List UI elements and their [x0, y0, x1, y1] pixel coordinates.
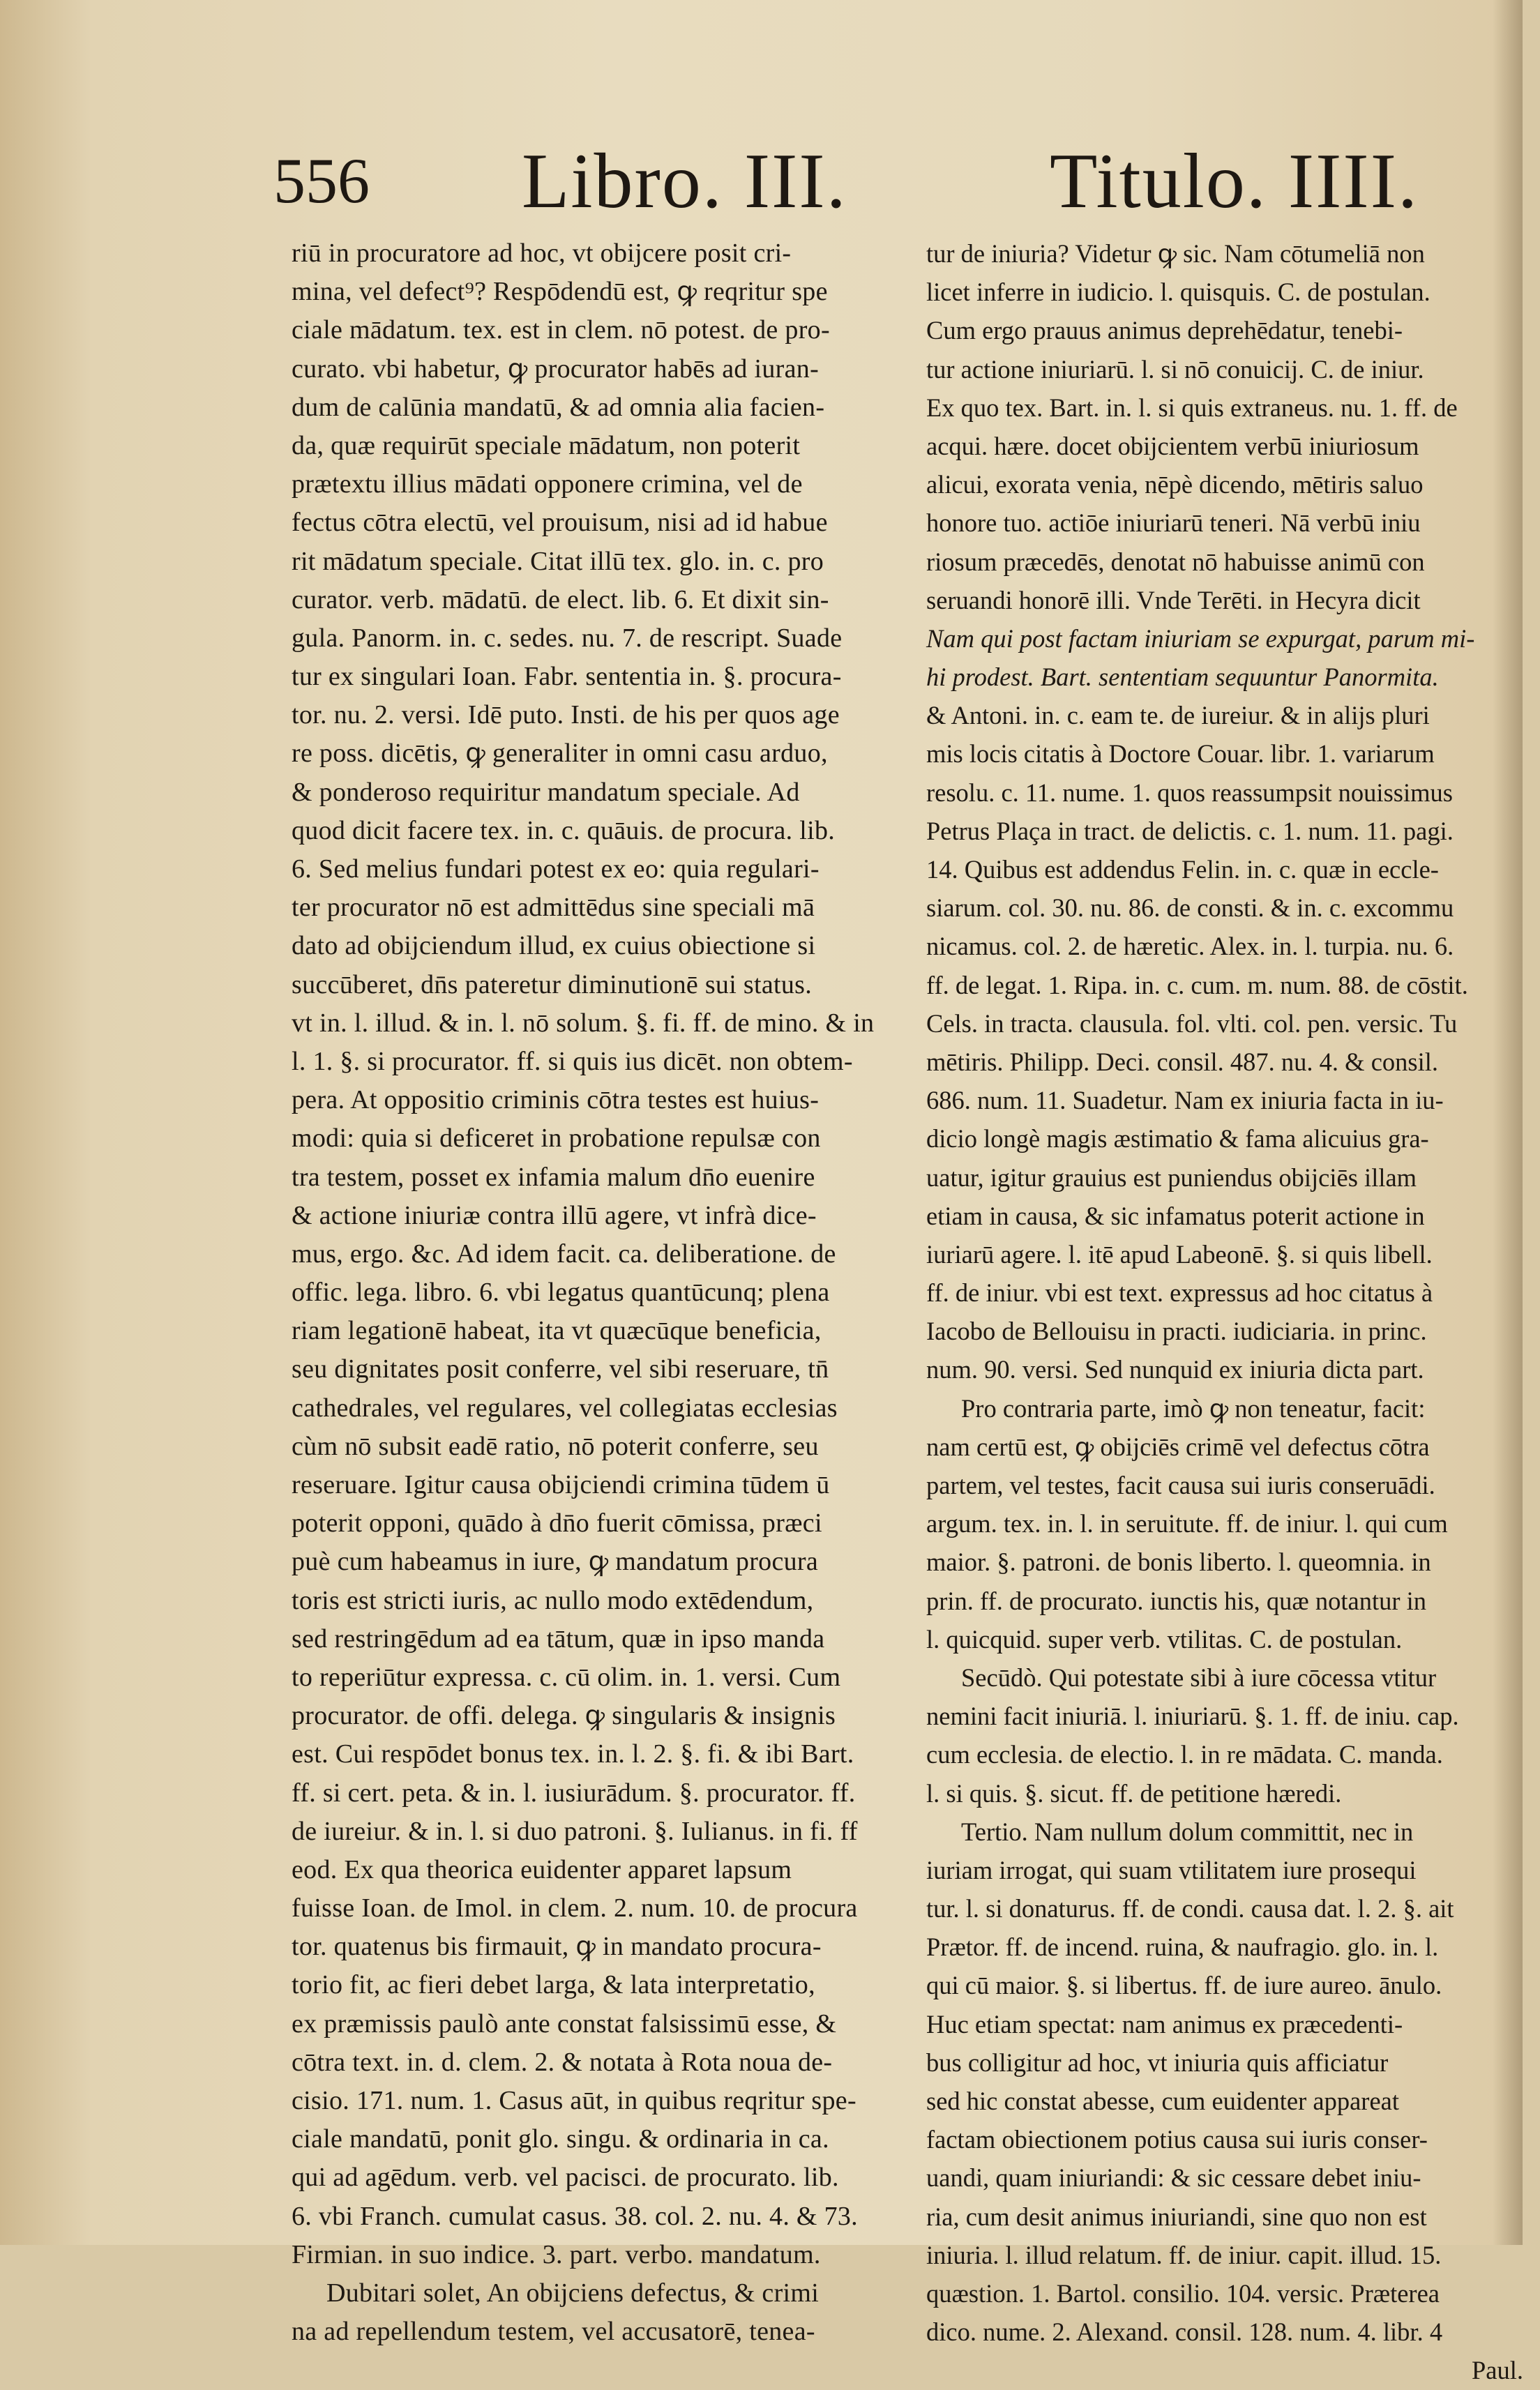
text-line: uandi, quam iniuriandi: & sic cessare debet iniu- — [926, 2163, 1421, 2193]
text-line: curato. vbi habetur, ꝙ procurator habēs ad iuran- — [292, 354, 820, 384]
text-line: Firmian. in suo indice. 3. part. verbo. mandatum. — [292, 2239, 821, 2269]
text-line: quod dicit facere tex. in. c. quāuis. de procura. lib. — [292, 815, 836, 845]
text-line: prin. ff. de procurato. iunctis his, quæ notantur in — [926, 1586, 1427, 1615]
text-line: modi: quia si deficeret in probatione repulsæ con — [292, 1124, 821, 1154]
text-line: Cels. in tracta. clausula. fol. vlti. col. pen. versic. Tu — [926, 1008, 1458, 1038]
text-line: l. quicquid. super verb. vtilitas. C. de postulan. — [926, 1624, 1403, 1654]
text-line: Secūdò. Qui potestate sibi à iure cōcessa vtitur — [961, 1663, 1437, 1692]
text-line: toris est stricti iuris, ac nullo modo extēdendum, — [292, 1585, 814, 1615]
text-line: prætextu illius mādati opponere crimina, vel de — [292, 469, 803, 499]
text-line: iuriam irrogat, qui suam vtilitatem iure prosequi — [926, 1855, 1417, 1884]
text-line: mētiris. Philipp. Deci. consil. 487. nu. 4. & consil. — [926, 1047, 1439, 1076]
text-line: tur actione iniuriarū. l. si nō conuicij. C. de iniur. — [926, 354, 1424, 384]
text-line: tur de iniuria? Videtur ꝙ sic. Nam cōtumeliā non — [926, 239, 1425, 268]
text-line: quæstion. 1. Bartol. consilio. 104. versic. Præterea — [926, 2278, 1440, 2308]
text-line: 6. vbi Franch. cumulat casus. 38. col. 2. nu. 4. & 73. — [292, 2201, 858, 2231]
text-line: seu dignitates posit conferre, vel sibi reseruare, tn̄ — [292, 1354, 829, 1384]
text-line: de iureiur. & in. l. si duo patroni. §. Iulianus. in fi. ff — [292, 1816, 858, 1846]
text-line: Dubitari solet, An obijciens defectus, & crimi — [326, 2278, 820, 2308]
text-line: dicio longè magis æstimatio & fama alicuius gra- — [926, 1124, 1429, 1154]
text-line: eod. Ex qua theorica euidenter apparet lapsum — [292, 1854, 792, 1884]
text-line: cisio. 171. num. 1. Casus aūt, in quibus reqritur spe- — [292, 2086, 856, 2115]
text-line: Ex quo tex. Bart. in. l. si quis extraneus. nu. 1. ff. de — [926, 393, 1458, 422]
text-line: partem, vel testes, facit causa sui iuris conseruādi. — [926, 1471, 1435, 1499]
text-line: l. si quis. §. sicut. ff. de petitione hæredi. — [926, 1778, 1342, 1808]
text-line: num. 90. versi. Sed nunquid ex iniuria dicta part. — [926, 1355, 1424, 1384]
text-line: dico. nume. 2. Alexand. consil. 128. num. 4. libr. 4 — [926, 2317, 1443, 2347]
text-line: rit mādatum speciale. Citat illū tex. glo. in. c. pro — [292, 546, 824, 576]
text-line: Cum ergo prauus animus deprehēdatur, tenebi- — [926, 316, 1403, 345]
text-line: 6. Sed melius fundari potest ex eo: quia regulari- — [292, 854, 820, 884]
text-line: ciale mādatum. tex. est in clem. nō potest. de pro- — [292, 315, 830, 345]
text-line: siarum. col. 30. nu. 86. de consti. & in. c. excommu — [926, 893, 1454, 923]
text-line: ria, cum desit animus iniuriandi, sine quo non est — [926, 2202, 1427, 2231]
text-line: curator. verb. mādatū. de elect. lib. 6. Et dixit sin- — [292, 584, 829, 614]
text-line: & Antoni. in. c. eam te. de iureiur. & in alijs pluri — [926, 701, 1430, 730]
text-line: seruandi honorē illi. Vnde Terēti. in Hecyra dicit — [926, 585, 1421, 614]
text-line: procurator. de offi. delega. ꝙ singularis & insignis — [292, 1701, 836, 1731]
text-line: Petrus Plaça in tract. de delictis. c. 1. num. 11. pagi. — [926, 816, 1454, 845]
text-line: riam legationē habeat, ita vt quæcūque beneficia, — [292, 1316, 822, 1346]
running-title-chapter: Titulo. IIII. — [1050, 138, 1419, 225]
text-line: licet inferre in iudicio. l. quisquis. C. de postulan. — [926, 278, 1430, 307]
text-line: dum de calūnia mandatū, & ad omnia alia facien- — [292, 392, 825, 422]
text-line: sed restringēdum ad ea tātum, quæ in ipso manda — [292, 1624, 825, 1654]
text-line: est. Cui respōdet bonus tex. in. l. 2. §. fi. & ibi Bart. — [292, 1739, 854, 1769]
text-line: da, quæ requirūt speciale mādatum, non poterit — [292, 430, 801, 460]
text-line: etiam in causa, & sic infamatus poterit actione in — [926, 1201, 1425, 1230]
text-line: Nam qui post factam iniuriam se expurgat, parum mi- — [926, 623, 1475, 653]
text-line: ff. si cert. peta. & in. l. iusiurādum. §. procurator. ff. — [292, 1778, 856, 1808]
text-line: & ponderoso requiritur mandatum speciale. Ad — [292, 777, 800, 807]
text-line: mina, vel defect⁹? Respōdendū est, ꝙ reqritur spe — [292, 277, 828, 307]
text-line: sed hic constat abesse, cum euidenter appareat — [926, 2087, 1399, 2115]
text-line: cùm nō subsit eadē ratio, nō poterit conferre, seu — [292, 1431, 819, 1461]
text-line: cōtra text. in. d. clem. 2. & notata à Rota noua de- — [292, 2047, 833, 2077]
text-line: re poss. dicētis, ꝙ generaliter in omni casu arduo, — [292, 739, 828, 769]
text-line: puè cum habeamus in iure, ꝙ mandatum procura — [292, 1547, 819, 1577]
text-line: vt in. l. illud. & in. l. nō solum. §. fi. ff. de mino. & in — [292, 1008, 875, 1038]
text-line: iniuria. l. illud relatum. ff. de iniur. capit. illud. 15. — [926, 2240, 1442, 2269]
text-line: ff. de iniur. vbi est text. expressus ad hoc citatus à — [926, 1278, 1433, 1308]
text-line: fectus cōtra electū, vel prouisum, nisi ad id habue — [292, 508, 828, 538]
text-line: cathedrales, vel regulares, vel collegiatas ecclesias — [292, 1393, 838, 1423]
text-line: nam certū est, ꝙ obijciēs crimē vel defectus cōtra — [926, 1432, 1430, 1461]
page-gutter-shadow — [1493, 0, 1523, 2245]
text-line: nicamus. col. 2. de hæretic. Alex. in. l. turpia. nu. 6. — [926, 932, 1454, 961]
page-header — [0, 137, 1523, 241]
text-line: qui ad agēdum. verb. vel pacisci. de procurato. lib. — [292, 2163, 839, 2193]
catchword: Paul. — [1471, 2356, 1523, 2385]
text-line: qui cū maior. §. si libertus. ff. de iure aureo. ānulo. — [926, 1971, 1442, 2000]
text-line: pera. At oppositio criminis cōtra testes est huius- — [292, 1085, 820, 1115]
text-line: succūberet, dn̄s pateretur diminutionē sui status. — [292, 969, 813, 999]
text-line: offic. lega. libro. 6. vbi legatus quantūcunq; plena — [292, 1278, 830, 1308]
text-line: factam obiectionem potius causa sui iuris conser- — [926, 2125, 1428, 2154]
text-line: dato ad obijciendum illud, ex cuius obiectione si — [292, 931, 816, 961]
text-line: maior. §. patroni. de bonis liberto. l. queomnia. in — [926, 1548, 1431, 1577]
text-line: gula. Panorm. in. c. sedes. nu. 7. de rescript. Suade — [292, 623, 843, 653]
text-line: iuriarū agere. l. itē apud Labeonē. §. si quis libell. — [926, 1239, 1433, 1269]
text-line: ter procurator nō est admittēdus sine speciali mā — [292, 893, 815, 923]
text-line: Prætor. ff. de incend. ruina, & naufragio. glo. in. l. — [926, 1933, 1439, 1962]
text-line: fuisse Ioan. de Imol. in clem. 2. num. 10. de procura — [292, 1893, 858, 1923]
text-line: Iacobo de Bellouisu in practi. iudiciaria. in princ. — [926, 1317, 1427, 1346]
text-line: tor. quatenus bis firmauit, ꝙ in mandato procura- — [292, 1932, 822, 1962]
text-line: argum. tex. in. l. in seruitute. ff. de iniur. l. qui cum — [926, 1509, 1448, 1538]
right-text-column — [926, 234, 1540, 2390]
running-title-book: Libro. III. — [522, 138, 847, 225]
text-line: poterit opponi, quādo à dn̄o fuerit cōmissa, præci — [292, 1508, 822, 1538]
text-line: cum ecclesia. de electio. l. in re mādata. C. manda. — [926, 1740, 1443, 1769]
text-line: mus, ergo. &c. Ad idem facit. ca. deliberatione. de — [292, 1239, 836, 1269]
text-line: hi prodest. Bart. sententiam sequuntur Panormita. — [926, 663, 1439, 692]
text-line: mis locis citatis à Doctore Couar. libr. 1. variarum — [926, 739, 1435, 769]
text-line: honore tuo. actiōe iniuriarū teneri. Nā verbū iniu — [926, 508, 1421, 538]
text-line: acqui. hære. docet obijcientem verbū iniuriosum — [926, 431, 1419, 460]
text-line: ex præmissis paulò ante constat falsissimū esse, & — [292, 2009, 837, 2039]
text-line: reseruare. Igitur causa obijciendi crimina tūdem ū — [292, 1470, 830, 1499]
text-line: 686. num. 11. Suadetur. Nam ex iniuria facta in iu- — [926, 1086, 1444, 1115]
text-line: ff. de legat. 1. Ripa. in. c. cum. m. num. 88. de cōstit. — [926, 970, 1468, 999]
text-line: l. 1. §. si procurator. ff. si quis ius dicēt. non obtem- — [292, 1046, 853, 1076]
text-line: na ad repellendum testem, vel accusatorē, tenea- — [292, 2317, 815, 2347]
text-line: tra testem, posset ex infamia malum dn̄o euenire — [292, 1162, 815, 1192]
text-line: Pro contraria parte, imò ꝙ non teneatur, facit: — [961, 1393, 1426, 1423]
text-line: tor. nu. 2. versi. Idē puto. Insti. de his per quos age — [292, 700, 840, 730]
text-line: resolu. c. 11. nume. 1. quos reassumpsit nouissimus — [926, 778, 1453, 807]
text-line: 14. Quibus est addendus Felin. in. c. quæ in eccle- — [926, 855, 1439, 884]
left-text-column — [292, 234, 898, 2351]
text-line: riosum præcedēs, denotat nō habuisse animū con — [926, 547, 1425, 576]
text-line: alicui, exorata venia, nēpè dicendo, mētiris saluo — [926, 470, 1424, 499]
text-line: Huc etiam spectat: nam animus ex præcedenti- — [926, 2009, 1403, 2039]
text-line: tur ex singulari Ioan. Fabr. sententia in. §. procura- — [292, 662, 842, 692]
page-number: 556 — [273, 145, 370, 216]
text-line: uatur, igitur grauius est puniendus obijciēs illam — [926, 1163, 1417, 1192]
text-line: & actione iniuriæ contra illū agere, vt infrà dice- — [292, 1200, 817, 1230]
text-line: tur. l. si donaturus. ff. de condi. causa dat. l. 2. §. ait — [926, 1894, 1454, 1923]
text-line: ciale mandatū, ponit glo. singu. & ordinaria in ca. — [292, 2124, 829, 2154]
text-line: bus colligitur ad hoc, vt iniuria quis afficiatur — [926, 2048, 1389, 2077]
text-line: Tertio. Nam nullum dolum committit, nec in — [961, 1817, 1414, 1846]
text-line: torio fit, ac fieri debet larga, & lata interpretatio, — [292, 1970, 815, 2000]
text-line: to reperiūtur expressa. c. cū olim. in. 1. versi. Cum — [292, 1662, 841, 1692]
text-line: nemini facit iniuriā. l. iniuriarū. §. 1. ff. de iniu. cap. — [926, 1702, 1459, 1731]
text-line: riū in procuratore ad hoc, vt obijcere posit cri- — [292, 239, 792, 268]
